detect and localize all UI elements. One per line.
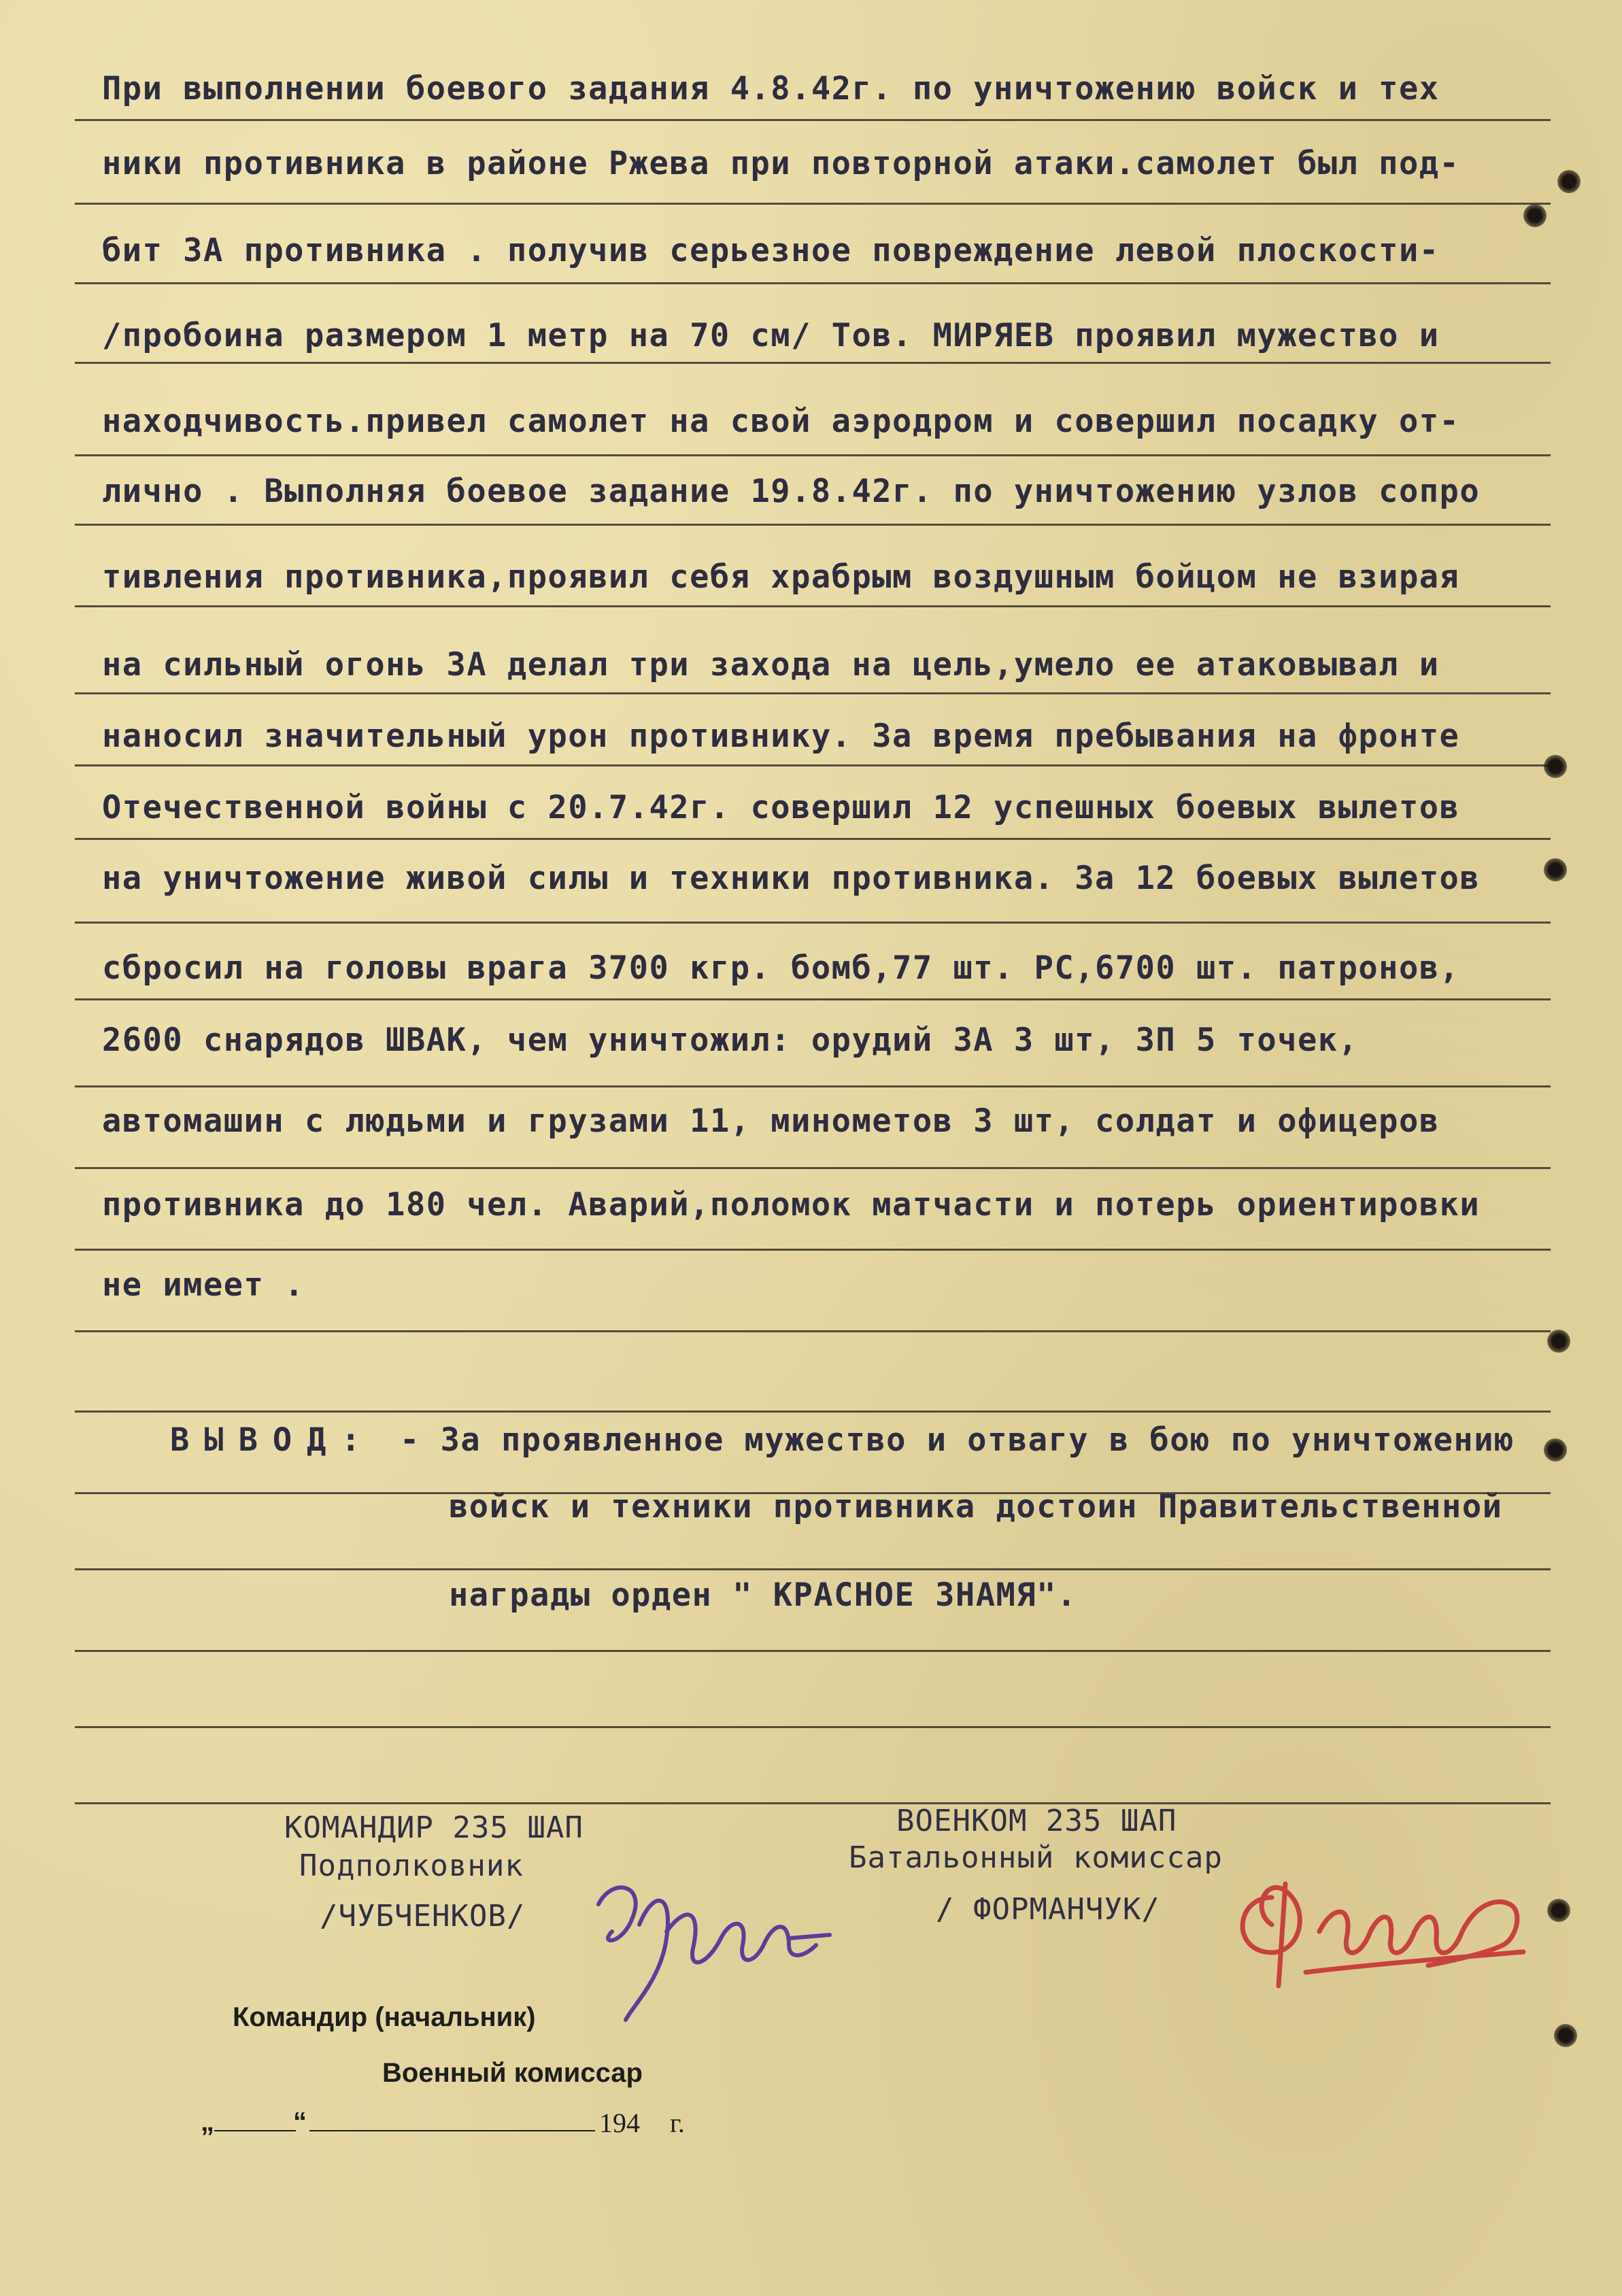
commander-name: /ЧУБЧЕНКОВ/ — [320, 1899, 526, 1934]
body-line: 2600 снарядов ШВАК, чем уничтожил: орудий ЗА 3 шт, ЗП 5 точек, — [102, 1022, 1359, 1059]
conclusion-line: награды орден " КРАСНОЕ ЗНАМЯ". — [449, 1576, 1077, 1614]
body-line: не имеет . — [102, 1266, 305, 1304]
body-line: на сильный огонь ЗА делал три захода на цель,умело ее атаковывал и — [102, 646, 1440, 683]
body-line: лично . Выполняя боевое задание 19.8.42г. по уничтожению узлов сопро — [102, 473, 1481, 510]
date-close-quote: “ — [293, 2107, 307, 2137]
commissar-name: / ФОРМАНЧУК/ — [936, 1892, 1160, 1927]
body-line: При выполнении боевого задания 4.8.42г. по уничтожению войск и тех — [102, 70, 1440, 107]
conclusion-line: войск и техники противника достоин Правительственной — [449, 1488, 1503, 1525]
year-label: 194 — [599, 2108, 640, 2138]
commissar-title: ВОЕНКОМ 235 ШАП — [896, 1804, 1177, 1838]
commissar-label: Военный комиссар — [382, 2058, 643, 2088]
commander-title: КОМАНДИР 235 ШАП — [284, 1810, 584, 1845]
body-line: бит ЗА противника . получив серьезное повреждение левой плоскости- — [102, 232, 1440, 269]
body-line: тивления противника,проявил себя храбрым воздушным бойцом не взирая — [102, 558, 1460, 596]
conclusion-label: ВЫВОД: — [170, 1421, 375, 1459]
body-line: /пробоина размером 1 метр на 70 см/ Тов. МИРЯЕВ проявил мужество и — [102, 317, 1440, 354]
body-line: противника до 180 чел. Аварий,поломок матчасти и потерь ориентировки — [102, 1186, 1481, 1223]
body-line: Отечественной войны с 20.7.42г. совершил 12 успешных боевых вылетов — [102, 789, 1460, 826]
date-open-quote: „ — [201, 2107, 214, 2137]
date-line — [201, 2107, 717, 2141]
body-line: автомашин с людьми и грузами 11, минометов 3 шт, солдат и офицеров — [102, 1102, 1440, 1140]
year-suffix: г. — [670, 2108, 685, 2138]
commissar-rank: Батальонный комиссар — [849, 1840, 1223, 1875]
commander-signature-icon — [585, 1863, 843, 2027]
body-line: сбросил на головы врага 3700 кгр. бомб,77 шт. РС,6700 шт. патронов, — [102, 949, 1460, 987]
body-line: наносил значительный урон противнику. За время пребывания на фронте — [102, 718, 1460, 755]
commissar-signature-icon — [1224, 1857, 1537, 2006]
commander-rank: Подполковник — [299, 1848, 524, 1883]
body-line: находчивость.привел самолет на свой аэродром и совершил посадку от- — [102, 403, 1460, 440]
conclusion-line: - За проявленное мужество и отвагу в бою по уничтожению — [400, 1421, 1515, 1459]
body-line: на уничтожение живой силы и техники противника. За 12 боевых вылетов — [102, 860, 1481, 897]
commander-label: Командир (начальник) — [233, 2002, 536, 2032]
body-line: ники противника в районе Ржева при повторной атаки.самолет был под- — [102, 145, 1460, 182]
